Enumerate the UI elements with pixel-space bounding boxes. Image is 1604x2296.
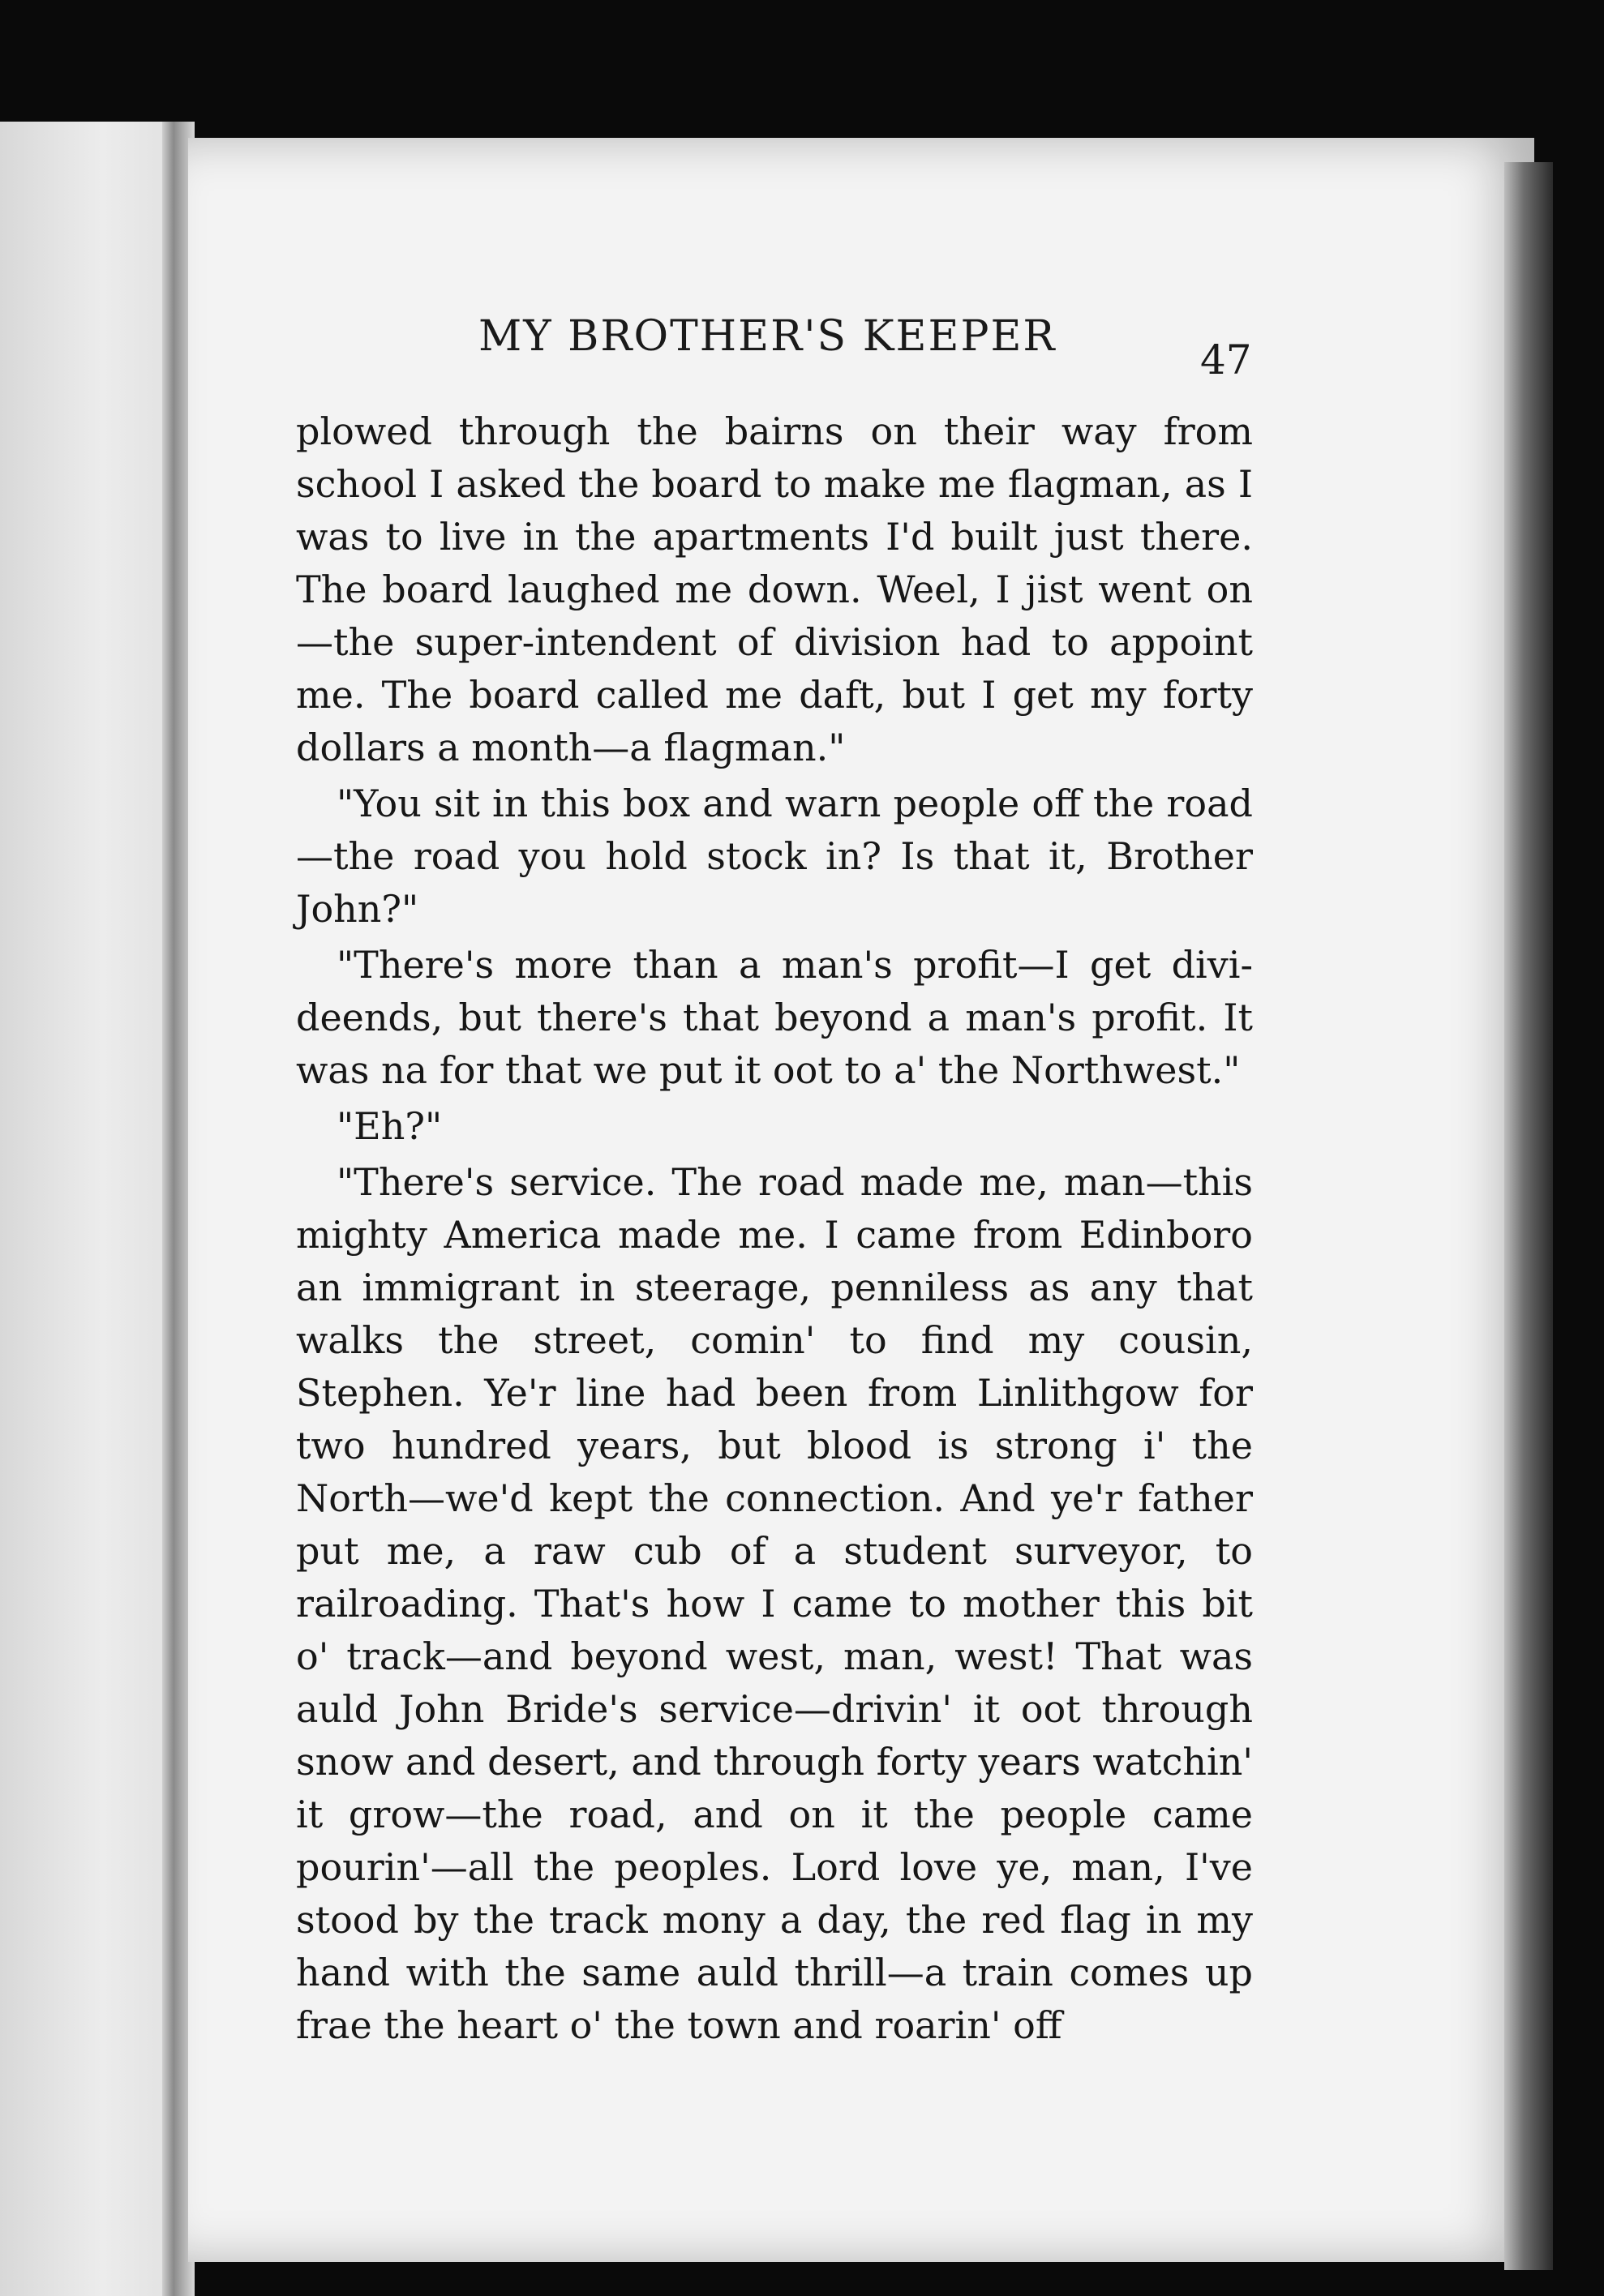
facing-page-edge (0, 122, 170, 2296)
paragraph: plowed through the bairns on their way from school I asked the board to make me flagman, as I was to live in the apartments I'd built just there. The board laughed me down. Weel, I jist went on—the super-intendent of division had to appoint me. The board called me daft, but I get my forty dollars a month—a flagman." (296, 409, 1253, 769)
paragraph: "You sit in this box and warn people off the road—the road you hold stock in? Is that it, Brother John?" (296, 782, 1253, 931)
page-body (296, 405, 1253, 2052)
page-number: 47 (1200, 336, 1252, 383)
paragraph: "There's more than a man's profit—I get divi-deends, but there's that beyond a man's profit. It was na for that we put it oot to a' the Northwest." (296, 943, 1253, 1092)
paragraph: "There's service. The road made me, man—this mighty America made me. I came from Edinboro an immigrant in steerage, penniless as any that walks the street, comin' to find my cousin, Stephen. Ye'r line had been from Linlithgow for two hundred years, but blood is strong i' the North—we'd kept the connection. And ye'r father put me, a raw cub of a student surveyor, to railroading. That's how I came to mother this bit o' track—and beyond west, man, west! That was auld John Bride's service—drivin' it oot through snow and desert, and through forty years watchin' it grow—the road, and on it the people came pourin'—all the peoples. Lord love ye, man, I've stood by the track mony a day, the red flag in my hand with the same auld thrill—a train comes up frae the heart o' the town and roarin' off (296, 1160, 1253, 2047)
paragraph: "Eh?" (337, 1104, 443, 1148)
page-edge-shadow (1504, 162, 1553, 2270)
running-title: MY BROTHER'S KEEPER (478, 312, 1057, 361)
